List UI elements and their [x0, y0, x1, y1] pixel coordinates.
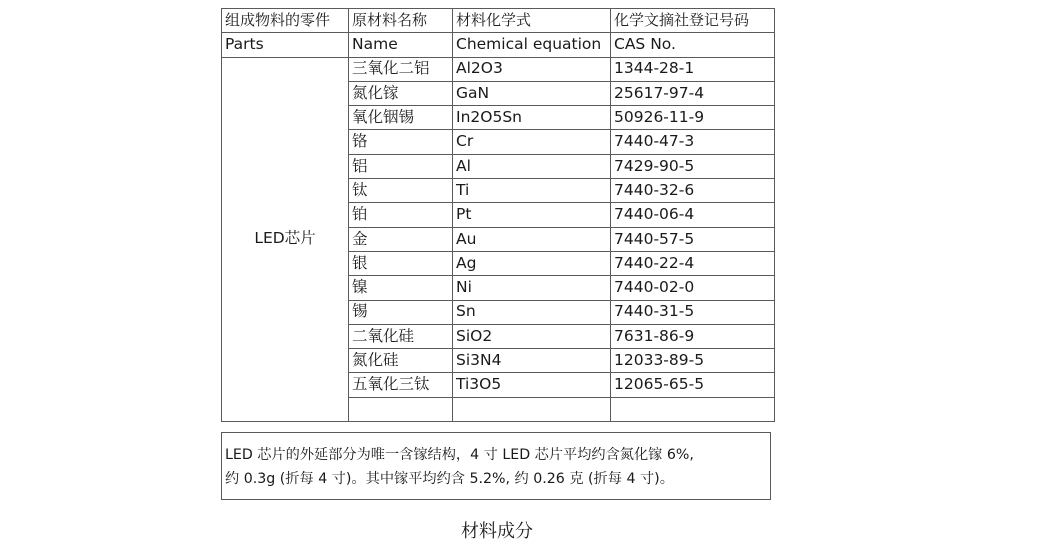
material-cas: 7440-02-0: [611, 276, 775, 300]
material-name: 三氧化二铝: [349, 57, 453, 81]
material-name: 铂: [349, 203, 453, 227]
material-cas: 7631-86-9: [611, 324, 775, 348]
material-cas: 7440-06-4: [611, 203, 775, 227]
material-name: 五氧化三钛: [349, 373, 453, 397]
material-formula: Au: [453, 227, 611, 251]
header-row-en: [222, 33, 775, 57]
material-formula: In2O5Sn: [453, 106, 611, 130]
material-cas: 12065-65-5: [611, 373, 775, 397]
material-formula: Si3N4: [453, 349, 611, 373]
material-formula: Al: [453, 154, 611, 178]
material-name: 铝: [349, 154, 453, 178]
material-cas: 12033-89-5: [611, 349, 775, 373]
material-name: 钛: [349, 179, 453, 203]
header-cas-en: CAS No.: [611, 33, 775, 57]
material-formula: Sn: [453, 300, 611, 324]
material-cas: 7440-57-5: [611, 227, 775, 251]
material-cas: 7429-90-5: [611, 154, 775, 178]
material-cas: 7440-47-3: [611, 130, 775, 154]
material-formula: Pt: [453, 203, 611, 227]
header-name-cn: 原材料名称: [349, 9, 453, 33]
material-cas: 7440-31-5: [611, 300, 775, 324]
header-name-en: Name: [349, 33, 453, 57]
material-name: 氮化硅: [349, 349, 453, 373]
header-cas-cn: 化学文摘社登记号码: [611, 9, 775, 33]
material-cas: 50926-11-9: [611, 106, 775, 130]
material-name: 二氧化硅: [349, 324, 453, 348]
material-cas: 25617-97-4: [611, 81, 775, 105]
material-cas: 7440-22-4: [611, 251, 775, 275]
material-name: 镍: [349, 276, 453, 300]
note-box: [221, 432, 771, 500]
material-formula: SiO2: [453, 324, 611, 348]
material-cas: 7440-32-6: [611, 179, 775, 203]
empty-cell: [349, 397, 453, 421]
part-cell: LED芯片: [222, 57, 349, 421]
table-row: [222, 57, 775, 81]
material-formula: Ti3O5: [453, 373, 611, 397]
header-parts-en: Parts: [222, 33, 349, 57]
empty-cell: [611, 397, 775, 421]
header-formula-en: Chemical equation: [453, 33, 611, 57]
header-parts-cn: 组成物料的零件: [222, 9, 349, 33]
materials-table: [221, 8, 775, 422]
material-formula: Cr: [453, 130, 611, 154]
material-formula: Ti: [453, 179, 611, 203]
note-line-1: LED 芯片的外延部分为唯一含镓结构，4 寸 LED 芯片平均约含氮化镓 6%,: [225, 447, 694, 463]
material-name: 氮化镓: [349, 81, 453, 105]
material-formula: Ag: [453, 251, 611, 275]
materials-table-container: [221, 8, 774, 422]
figure-caption: 材料成分: [461, 521, 533, 542]
material-formula: GaN: [453, 81, 611, 105]
material-name: 银: [349, 251, 453, 275]
header-row-cn: [222, 9, 775, 33]
material-name: 锡: [349, 300, 453, 324]
material-formula: Al2O3: [453, 57, 611, 81]
note-line-2: 约 0.3g (折每 4 寸)。其中镓平均约含 5.2%, 约 0.26 克 (折每 4 寸)。: [225, 471, 674, 487]
material-cas: 1344-28-1: [611, 57, 775, 81]
material-name: 金: [349, 227, 453, 251]
header-formula-cn: 材料化学式: [453, 9, 611, 33]
empty-cell: [453, 397, 611, 421]
material-formula: Ni: [453, 276, 611, 300]
material-name: 铬: [349, 130, 453, 154]
material-name: 氧化铟锡: [349, 106, 453, 130]
